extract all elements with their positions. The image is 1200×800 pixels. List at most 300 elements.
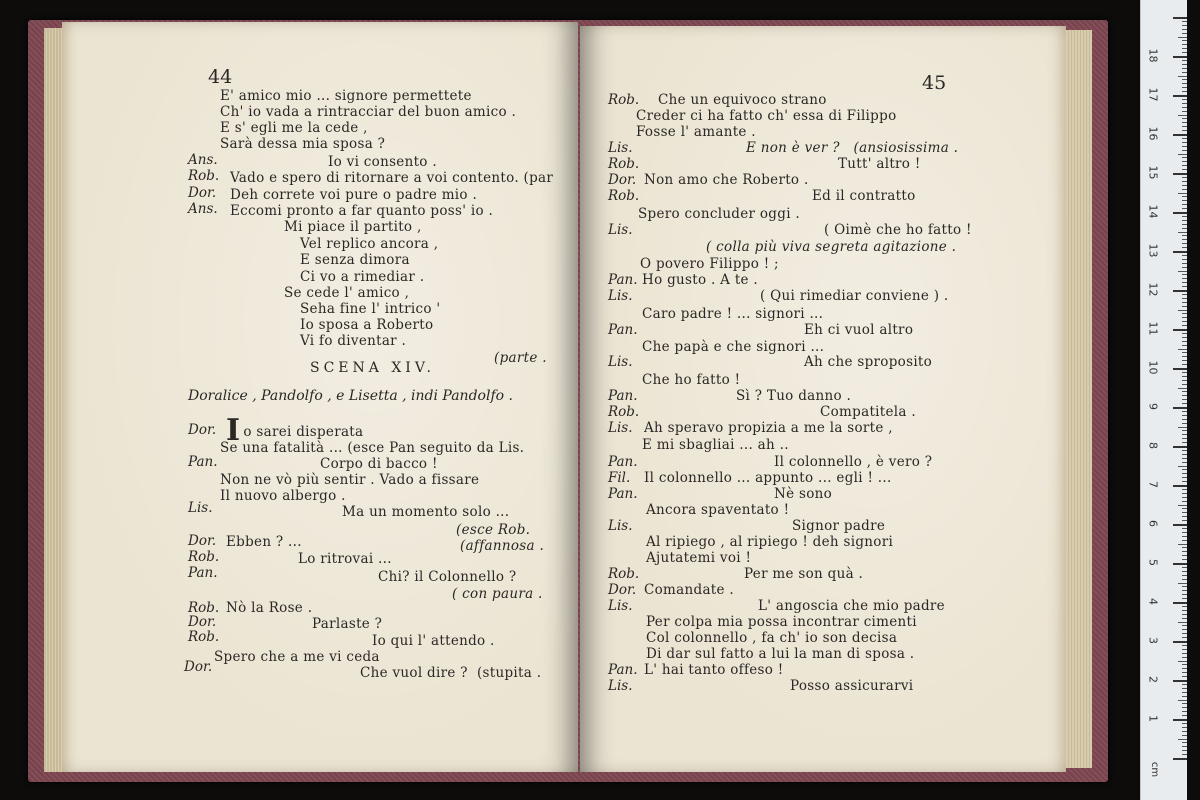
page-number: 45 [922, 72, 947, 94]
ruler-tick [1182, 672, 1187, 673]
text-line: Fosse l' amante . [636, 124, 756, 140]
ruler-tick [1182, 177, 1187, 178]
ruler-tick [1182, 614, 1187, 615]
ruler-tick [1173, 407, 1187, 409]
ruler-tick [1182, 430, 1187, 431]
ruler-tick [1182, 649, 1187, 650]
speaker-label: Dor. [188, 533, 217, 549]
ruler-tick [1182, 337, 1187, 338]
ruler-tick [1182, 688, 1187, 689]
ruler-tick [1182, 493, 1187, 494]
ruler-tick [1182, 161, 1187, 162]
ruler-tick [1182, 239, 1187, 240]
ruler-tick [1173, 563, 1187, 565]
right-page [580, 26, 1066, 772]
ruler-tick [1182, 21, 1187, 22]
text-line: Se cede l' amico , [284, 285, 410, 301]
text-line: Sì ? Tuo danno . [736, 388, 852, 404]
ruler-tick [1182, 555, 1187, 556]
ruler-tick [1182, 610, 1187, 611]
ruler-tick [1182, 103, 1187, 104]
ruler-tick [1182, 306, 1187, 307]
ruler-tick [1182, 376, 1187, 377]
ruler-tick [1182, 434, 1187, 435]
stage-direction: (esce Rob. [456, 522, 531, 538]
text-line: Creder ci ha fatto ch' essa di Filippo [636, 108, 897, 124]
text-line: Che ho fatto ! [642, 372, 741, 388]
ruler-tick [1182, 629, 1187, 630]
ruler-tick [1178, 739, 1187, 740]
ruler-tick [1182, 746, 1187, 747]
ruler-tick [1182, 380, 1187, 381]
speaker-label: Rob. [608, 92, 640, 108]
text-line: Vel replico ancora , [300, 236, 439, 252]
text-line: Io sposa a Roberto [300, 317, 434, 333]
text-line: Il colonnello ... appunto ... egli ! ... [644, 470, 892, 486]
ruler-tick [1173, 95, 1187, 97]
text-line: Che vuol dire ? (stupita . [360, 665, 542, 681]
ruler-tick [1182, 735, 1187, 736]
ruler-tick [1182, 352, 1187, 353]
speaker-label: Rob. [608, 404, 640, 420]
text-line: Compatitela . [820, 404, 916, 420]
page-edges-left [44, 28, 64, 772]
ruler-tick [1182, 130, 1187, 131]
text-line: Ebben ? ... [226, 534, 302, 550]
page-number: 44 [208, 66, 233, 88]
ruler-tick [1182, 715, 1187, 716]
speaker-label: Rob. [608, 188, 640, 204]
ruler-tick [1182, 196, 1187, 197]
text-line: Seha fine l' intrico ' [300, 301, 441, 317]
speaker-label: Dor. [608, 172, 637, 188]
speaker-label: Dor. [188, 422, 217, 438]
ruler-tick [1178, 505, 1187, 506]
ruler-tick [1182, 255, 1187, 256]
ruler-number: 13 [1146, 243, 1160, 258]
speaker-label: Ans. [188, 152, 218, 168]
speaker-label: Lis. [608, 140, 633, 156]
ruler-number: 7 [1146, 481, 1160, 488]
text-line: Ajutatemi voi ! [646, 550, 752, 566]
ruler-tick [1178, 427, 1187, 428]
ruler-tick [1182, 645, 1187, 646]
ruler-tick [1182, 551, 1187, 552]
text-line: Ho gusto . A te . [642, 272, 759, 288]
text-line: E s' egli me la cede , [220, 120, 368, 136]
text-line: Nè sono [774, 486, 833, 502]
ruler-tick [1182, 360, 1187, 361]
speaker-label: Dor. [184, 659, 213, 675]
ruler-tick [1182, 481, 1187, 482]
ruler-tick [1182, 64, 1187, 65]
ruler-tick [1182, 633, 1187, 634]
ruler-number: 15 [1146, 165, 1160, 180]
text-line: Che un equivoco strano [658, 92, 827, 108]
ruler-tick [1182, 157, 1187, 158]
ruler-tick [1178, 193, 1187, 194]
ruler-tick [1182, 126, 1187, 127]
ruler-tick [1182, 442, 1187, 443]
ruler-tick [1182, 540, 1187, 541]
speaker-label: Rob. [188, 549, 220, 565]
text-line: Vi fo diventar . [300, 333, 407, 349]
ruler-tick [1182, 282, 1187, 283]
ruler-tick [1182, 150, 1187, 151]
text-line: Signor padre [792, 518, 886, 534]
speaker-label: Rob. [188, 168, 220, 184]
ruler-tick [1182, 423, 1187, 424]
ruler-tick [1182, 169, 1187, 170]
text-line: Caro padre ! ... signori ... [642, 306, 824, 322]
stage-direction: (parte . [494, 350, 547, 366]
ruler-tick [1182, 200, 1187, 201]
text-line: Il colonnello , è vero ? [774, 454, 933, 470]
ruler-tick [1182, 87, 1187, 88]
ruler-number: 17 [1146, 87, 1160, 102]
ruler-tick [1182, 723, 1187, 724]
text-line: E senza dimora [300, 252, 410, 268]
ruler-tick [1182, 298, 1187, 299]
ruler-tick [1182, 185, 1187, 186]
ruler-tick [1173, 56, 1187, 58]
ruler-number: 10 [1146, 360, 1160, 375]
ruler-tick [1182, 321, 1187, 322]
ruler-tick [1182, 52, 1187, 53]
ruler-tick [1173, 134, 1187, 136]
ruler-tick [1173, 368, 1187, 370]
ruler-tick [1182, 664, 1187, 665]
ruler-tick [1178, 700, 1187, 701]
text-line: L' hai tanto offeso ! [644, 662, 784, 678]
text-line: Nò la Rose . [226, 600, 313, 616]
ruler-tick [1182, 345, 1187, 346]
ruler-tick [1182, 313, 1187, 314]
speaker-label: Rob. [188, 629, 220, 645]
ruler-tick [1182, 364, 1187, 365]
text-line: Comandate . [644, 582, 734, 598]
text-line: Lo ritrovai ... [298, 551, 392, 567]
speaker-label: Lis. [608, 678, 633, 694]
speaker-label: Lis. [608, 354, 633, 370]
ruler-number: 3 [1146, 637, 1160, 644]
ruler-tick [1182, 99, 1187, 100]
text-line: Se una fatalità ... (esce Pan seguito da Lis. [220, 440, 525, 456]
text-line: E' amico mio ... signore permettete [220, 88, 472, 104]
ruler-tick [1182, 473, 1187, 474]
ruler-number: 11 [1146, 321, 1160, 336]
text-line: Vado e spero di ritornare a voi contento. (par [230, 170, 554, 186]
measurement-ruler [1140, 0, 1187, 800]
ruler-tick [1182, 692, 1187, 693]
ruler-tick [1173, 251, 1187, 253]
ruler-tick [1182, 598, 1187, 599]
ruler-tick [1182, 44, 1187, 45]
text-line: Non ne vò più sentir . Vado a fissare [220, 472, 480, 488]
speaker-label: Dor. [188, 614, 217, 630]
ruler-tick [1173, 680, 1187, 682]
text-line: Ancora spaventato ! [646, 502, 790, 518]
speaker-label: Lis. [608, 518, 633, 534]
ruler-number: 5 [1146, 559, 1160, 566]
ruler-tick [1182, 278, 1187, 279]
ruler-tick [1182, 107, 1187, 108]
ruler-tick [1182, 711, 1187, 712]
ruler-tick [1173, 641, 1187, 643]
ruler-tick [1182, 40, 1187, 41]
text-line: L' angoscia che mio padre [758, 598, 945, 614]
text-line: ( Qui rimediar conviene ) . [760, 288, 949, 304]
text-line: Ah speravo propizia a me la sorte , [644, 420, 893, 436]
ruler-tick [1178, 232, 1187, 233]
text-line: Parlaste ? [312, 616, 383, 632]
text-line: Corpo di bacco ! [320, 456, 438, 472]
ruler-tick [1182, 512, 1187, 513]
ruler-tick [1178, 583, 1187, 584]
ruler-tick [1182, 703, 1187, 704]
text-line: O povero Filippo ! ; [640, 256, 779, 272]
ruler-tick [1182, 333, 1187, 334]
ruler-tick [1182, 684, 1187, 685]
ruler-number: 4 [1146, 598, 1160, 605]
ruler-number: 16 [1146, 126, 1160, 141]
ruler-tick [1173, 173, 1187, 175]
ruler-tick [1182, 520, 1187, 521]
speaker-label: Rob. [188, 600, 220, 616]
speaker-label: Pan. [188, 565, 218, 581]
ruler-tick [1182, 247, 1187, 248]
ruler-tick [1173, 524, 1187, 526]
ruler-tick [1178, 271, 1187, 272]
text-line: Sarà dessa mia sposa ? [220, 136, 386, 152]
ruler-tick [1178, 466, 1187, 467]
text-line: Il nuovo albergo . [220, 488, 346, 504]
ruler-tick [1182, 536, 1187, 537]
text-line: Che papà e che signori ... [642, 339, 825, 355]
text-line: Di dar sul fatto a lui la man di sposa . [646, 646, 915, 662]
ruler-tick [1173, 485, 1187, 487]
ruler-tick [1182, 216, 1187, 217]
left-page [62, 22, 578, 772]
ruler-tick [1182, 68, 1187, 69]
ruler-tick [1182, 29, 1187, 30]
ruler-tick [1182, 274, 1187, 275]
text-line: Eh ci vuol altro [804, 322, 914, 338]
ruler-tick [1182, 489, 1187, 490]
speaker-label: Pan. [608, 388, 638, 404]
ruler-tick [1182, 395, 1187, 396]
ruler-tick [1182, 267, 1187, 268]
speaker-label: Ans. [188, 201, 218, 217]
text-line: Io sarei disperata [226, 413, 364, 448]
ruler-tick [1182, 60, 1187, 61]
ruler-tick [1182, 118, 1187, 119]
page-edges-right [1066, 30, 1092, 768]
ruler-tick [1182, 224, 1187, 225]
ruler-tick [1182, 384, 1187, 385]
ruler-tick [1182, 625, 1187, 626]
ruler-tick [1182, 528, 1187, 529]
stage-direction: ( con paura . [452, 586, 543, 602]
ruler-number: 8 [1146, 442, 1160, 449]
ruler-tick [1182, 25, 1187, 26]
ruler-tick [1173, 329, 1187, 331]
text-line: Io vi consento . [328, 154, 437, 170]
ruler-tick [1182, 419, 1187, 420]
ruler-tick [1173, 602, 1187, 604]
stage-direction: (affannosa . [460, 538, 545, 554]
ruler-number: 2 [1146, 676, 1160, 683]
ruler-tick [1182, 567, 1187, 568]
ruler-tick [1182, 586, 1187, 587]
ruler-tick [1182, 516, 1187, 517]
speaker-label: Lis. [608, 288, 633, 304]
ruler-tick [1178, 661, 1187, 662]
ruler-number: 18 [1146, 48, 1160, 63]
ruler-tick [1182, 286, 1187, 287]
speaker-label: Lis. [608, 222, 633, 238]
text-line: Per me son quà . [744, 566, 864, 582]
speaker-label: Pan. [608, 454, 638, 470]
ruler-tick [1182, 742, 1187, 743]
text-line: Al ripiego , al ripiego ! deh signori [646, 534, 894, 550]
ruler-tick [1178, 388, 1187, 389]
text-line: Ch' io vada a rintracciar del buon amico . [220, 104, 517, 120]
speaker-label: Lis. [188, 500, 213, 516]
ruler-tick [1182, 146, 1187, 147]
ruler-number: 9 [1146, 403, 1160, 410]
text-line: Chi? il Colonnello ? [378, 569, 517, 585]
ruler-tick [1182, 594, 1187, 595]
ruler-tick [1182, 189, 1187, 190]
ruler-tick [1182, 142, 1187, 143]
ruler-tick [1182, 372, 1187, 373]
ruler-tick [1182, 579, 1187, 580]
ruler-tick [1182, 48, 1187, 49]
ruler-tick [1182, 391, 1187, 392]
text-line: Ma un momento solo ... [342, 504, 510, 520]
ruler-tick [1173, 212, 1187, 214]
ruler-tick [1182, 243, 1187, 244]
speaker-label: Dor. [608, 582, 637, 598]
ruler-tick [1182, 657, 1187, 658]
ruler-tick [1182, 411, 1187, 412]
ruler-tick [1182, 469, 1187, 470]
text-line: ( Oimè che ho fatto ! [824, 222, 972, 238]
text-line: Ah che sproposito [804, 354, 933, 370]
ruler-tick [1182, 668, 1187, 669]
ruler-tick [1178, 37, 1187, 38]
text-line: Col colonnello , fa ch' io son decisa [646, 630, 898, 646]
ruler-tick [1178, 544, 1187, 545]
ruler-number: 1 [1146, 715, 1160, 722]
ruler-tick [1182, 731, 1187, 732]
ruler-tick [1182, 399, 1187, 400]
ruler-tick [1182, 637, 1187, 638]
text-line: Ed il contratto [812, 188, 916, 204]
ruler-tick [1182, 294, 1187, 295]
text-line: Posso assicurarvi [790, 678, 914, 694]
ruler-tick [1182, 618, 1187, 619]
speaker-label: Lis. [608, 420, 633, 436]
text-line: Non amo che Roberto . [644, 172, 809, 188]
text-line: Eccomi pronto a far quanto poss' io . [230, 203, 494, 219]
ruler-tick [1182, 91, 1187, 92]
speaker-label: Fil. [608, 470, 631, 486]
ruler-tick [1182, 79, 1187, 80]
ruler-tick [1182, 532, 1187, 533]
text-line: Io qui l' attendo . [372, 633, 495, 649]
stage-direction: E non è ver ? (ansiosissima . [746, 140, 959, 156]
ruler-tick [1182, 228, 1187, 229]
ruler-tick [1182, 450, 1187, 451]
ruler-tick [1182, 111, 1187, 112]
ruler-tick [1182, 606, 1187, 607]
speaker-label: Pan. [608, 272, 638, 288]
ruler-tick [1182, 458, 1187, 459]
speaker-label: Pan. [608, 486, 638, 502]
ruler-tick [1182, 204, 1187, 205]
ruler-tick [1173, 719, 1187, 721]
ruler-tick [1182, 356, 1187, 357]
ruler-tick [1182, 72, 1187, 73]
speaker-label: Rob. [608, 566, 640, 582]
ruler-tick [1182, 83, 1187, 84]
drop-cap: I [226, 413, 241, 448]
stage-direction: ( colla più viva segreta agitazione . [706, 239, 957, 255]
ruler-tick [1182, 235, 1187, 236]
text-line: Per colpa mia possa incontrar cimenti [646, 614, 917, 630]
ruler-number: 14 [1146, 204, 1160, 219]
ruler-tick [1182, 590, 1187, 591]
speaker-label: Dor. [188, 185, 217, 201]
ruler-tick [1178, 349, 1187, 350]
ruler-tick [1182, 676, 1187, 677]
speaker-label: Pan. [188, 454, 218, 470]
text-line: E mi sbagliai ... ah .. [642, 437, 789, 453]
ruler-tick [1173, 290, 1187, 292]
ruler-tick [1182, 571, 1187, 572]
ruler-tick [1182, 508, 1187, 509]
ruler-tick [1182, 165, 1187, 166]
ruler-tick [1182, 454, 1187, 455]
ruler-tick [1182, 403, 1187, 404]
ruler-tick [1182, 317, 1187, 318]
ruler-tick [1182, 259, 1187, 260]
text-line: Spero concluder oggi . [638, 206, 800, 222]
ruler-tick [1178, 154, 1187, 155]
ruler-number: 6 [1146, 520, 1160, 527]
ruler-unit-label: cm [1149, 761, 1161, 778]
ruler-tick [1182, 208, 1187, 209]
ruler-tick [1182, 122, 1187, 123]
ruler-tick [1182, 341, 1187, 342]
ruler-tick [1182, 653, 1187, 654]
ruler-tick [1182, 696, 1187, 697]
speaker-label: Rob. [608, 156, 640, 172]
speaker-label: Lis. [608, 598, 633, 614]
ruler-tick [1182, 415, 1187, 416]
ruler-tick [1178, 115, 1187, 116]
ruler-tick [1182, 707, 1187, 708]
ruler-tick [1182, 501, 1187, 502]
ruler-tick [1182, 727, 1187, 728]
ruler-tick [1182, 138, 1187, 139]
ruler-tick [1173, 446, 1187, 448]
ruler-tick [1182, 547, 1187, 548]
ruler-tick [1182, 220, 1187, 221]
ruler-tick [1173, 17, 1187, 19]
